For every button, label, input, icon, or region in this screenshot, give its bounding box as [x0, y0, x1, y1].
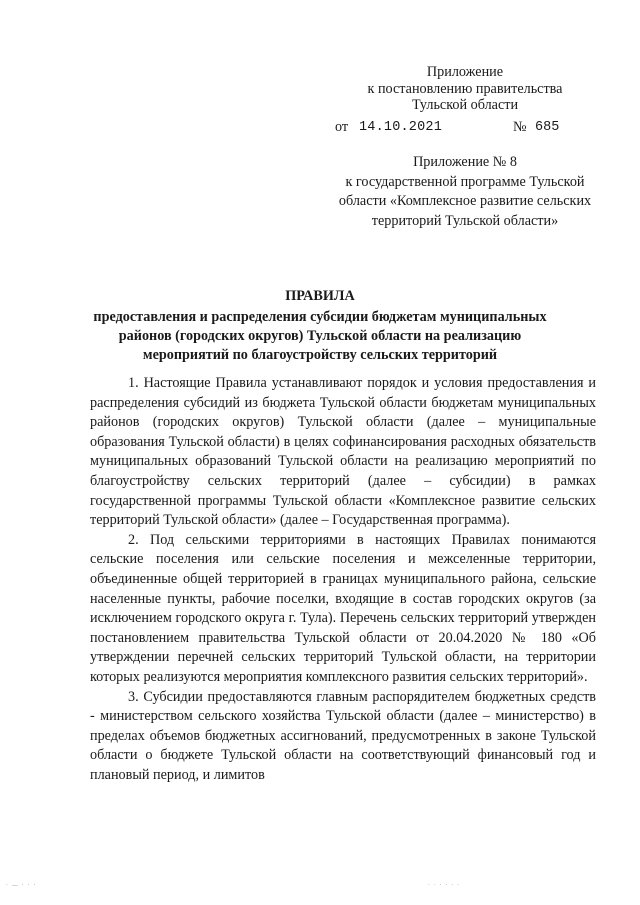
annex-line: к постановлению правительства	[367, 80, 563, 97]
document-body	[90, 374, 596, 785]
annex-line: к государственной программе Тульской	[345, 173, 585, 190]
paragraph: 3. Субсидии предоставляются главным распорядителем бюджетных средств - министерством сельского хозяйства Тульской области (далее – министерство) в пределах объемов бюджетных ассигнований, предусмотренных в законе Тульской области о бюджете Тульской области на соответствующий финансовый год и плановый период, и лимитов	[90, 688, 596, 783]
order-number: 685	[535, 120, 560, 135]
annex-line: территорий Тульской области»	[371, 212, 559, 229]
scan-artifact: · — · · ·	[6, 882, 37, 889]
order-date: 14.10.2021	[359, 120, 443, 135]
scan-artifact: · · · · · ·	[428, 882, 460, 889]
title-subtitle-line: районов (городских округов) Тульской области на реализацию	[118, 328, 522, 344]
title-subtitle-line: мероприятий по благоустройству сельских территорий	[142, 347, 498, 363]
title-subtitle-line: предоставления и распределения субсидии бюджетам муниципальных	[93, 309, 547, 325]
paragraph: 1. Настоящие Правила устанавливают порядок и условия предоставления и распределения субсидий из бюджета Тульской области бюджетам муниципальных районов (городских округов) Тульской области (далее – муниципальные образования Тульской области) в целях софинансирования расходных обязательств муниципальных образований Тульской области на реализацию мероприятий по благоустройству сельских территорий (далее – субсидии) в рамках государственной программы Тульской области «Комплексное развитие сельских территорий Тульской области» (далее – Государственная программа).	[90, 375, 596, 529]
annex-header	[330, 64, 600, 114]
title-main: ПРАВИЛА	[285, 288, 355, 304]
paragraph: 2. Под сельскими территориями в настоящих Правилах понимаются сельские поселения или сельские поселения и межселенные территории, объединенные общей территорией в границах муниципального района, сельские населенные пункты, рабочие поселки, входящие в состав городских округов (за исключением городского округа г. Тула). Перечень сельских территорий утвержден постановлением правительства Тульской области от 20.04.2020 № 180 «Об утверждении перечней сельских территорий Тульской области, на территории которых реализуются мероприятия комплексного развития сельских территорий».	[90, 531, 596, 685]
annex-line: Тульской области	[411, 97, 519, 113]
order-from-label: от	[335, 119, 349, 135]
document-title	[60, 287, 580, 365]
annex-line: области «Комплексное развитие сельских	[338, 193, 592, 209]
order-number-label: №	[513, 119, 527, 135]
annex-line: Приложение № 8	[413, 154, 517, 170]
annex-8-header	[320, 153, 610, 231]
annex-line: Приложение	[426, 64, 504, 80]
order-reference	[335, 119, 595, 137]
